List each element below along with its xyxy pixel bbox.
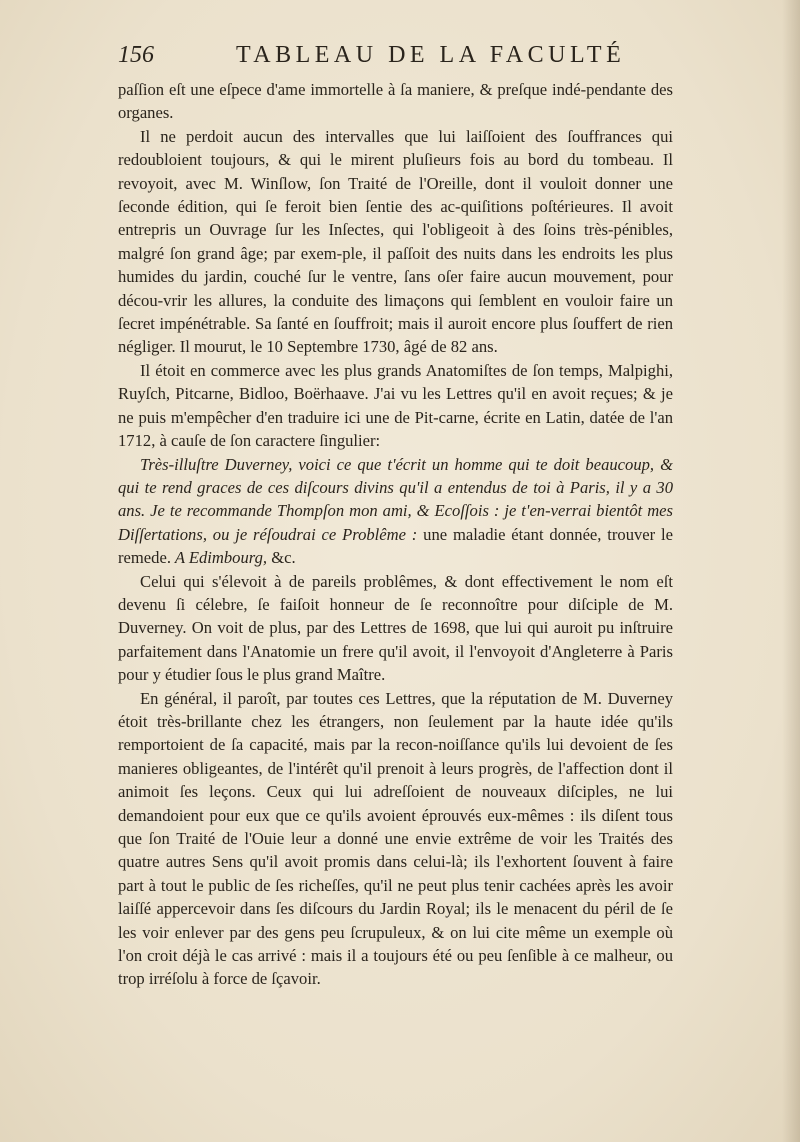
body-text	[118, 78, 673, 991]
paragraph-continuation: paſſion eſt une eſpece d'ame immortelle à ſa maniere, & preſque indé-pendante des organes.	[118, 80, 673, 123]
quote-etc: &c.	[271, 548, 296, 568]
quote-italic-text: Très-illuſtre Duverney, voici ce que t'écrit un homme qui te doit beaucoup, & qui te rend graces de ces diſcours divins qu'il a entendus de toi à Paris, il y a 30 ans. Je te recommande Thompſon mon ami, & Ecoſſois : je t'en-verrai bientôt mes Diſſertations, ou je réſoudrai ce Problême :	[118, 454, 673, 544]
paragraph-reputation: En général, il paroît, par toutes ces Lettres, que la réputation de M. Duverney étoit très-brillante chez les étrangers, non ſeulement par la haute idée qu'ils remportoient de ſa capacité, mais par la recon-noiſſance qu'ils lui devoient de ſes manieres obligeantes, de l'intérêt qu'il prenoit à leurs progrès, de l'affection dont il animoit ſes leçons. Ceux qui lui adreſſoient de nouveaux diſciples, ne lui demandoient pour eux que ce qu'ils avoient éprouvés eux-mêmes : ils diſent tous que ſon Traité de l'Ouie leur a donné une envie extrême de voir les Traités des quatre autres Sens qu'il avoit promis dans celui-là; ils l'exhortent ſouvent à faire part à tout le public de ſes richeſſes, qu'il ne peut plus tenir cachées après les avoir laiſſé appercevoir dans ſes diſcours du Jardin Royal; ils le menacent du péril de ſe les voir enlever par des gens peu ſcrupuleux, & on lui cite même un exemple où l'on croit déjà le cas arrivé : mais il a toujours été ou peu ſenſible à ce malheur, ou trop irréſolu à force de ſçavoir.	[118, 688, 673, 989]
page-number: 156	[118, 42, 154, 68]
paragraph-disciple: Celui qui s'élevoit à de pareils problêmes, & dont effectivement le nom eſt devenu ſi célebre, ſe faiſoit honneur de ſe reconnoître pour diſciple de M. Duverney. On voit de plus, par des Lettres de 1698, que lui qui auroit pu inſtruire parfaitement dans l'Anatomie un frere qu'il avoit, il l'envoyoit d'Angleterre à Paris pour y étudier ſous le plus grand Maître.	[118, 571, 673, 685]
quote-place: A Edimbourg,	[174, 548, 268, 568]
running-head: TABLEAU DE LA FACULTÉ	[236, 42, 626, 68]
paragraph-final-years: Il ne perdoit aucun des intervalles que lui laiſſoient des ſouffrances qui redoubloient toujours, & qui le mirent pluſieurs fois au bord du tombeau. Il revoyoit, avec M. Winſlow, ſon Traité de l'Oreille, dont il vouloit donner une ſeconde édition, qui ſe feroit bien ſentie des ac-quiſitions poſtérieures. Il avoit entrepris un Ouvrage ſur les Inſectes, qui l'obligeoit à des ſoins très-pénibles, malgré ſon grand âge; par exem-ple, il paſſoit des nuits dans les endroits les plus humides du jardin, couché ſur le ventre, ſans oſer faire aucun mouvement, pour décou-vrir les allures, la conduite des limaçons qui ſemblent en vouloir faire un ſecret impénétrable. Sa ſanté en ſouffroit; mais il auroit encore plus ſouffert de rien négliger. Il mourut, le 10 Septembre 1730, âgé de 82 ans.	[118, 126, 673, 357]
page-gutter-shadow	[782, 0, 800, 1142]
paragraph-correspondence: Il étoit en commerce avec les plus grands Anatomiſtes de ſon temps, Malpighi, Ruyſch, Pitcarne, Bidloo, Boërhaave. J'ai vu les Lettres qu'il en avoit reçues; & je ne puis m'empêcher d'en traduire ici une de Pit-carne, écrite en Latin, datée de l'an 1712, à cauſe de ſon caractere ſingulier:	[118, 360, 673, 451]
pitcarne-letter-quote	[118, 453, 673, 570]
page-header	[118, 42, 678, 76]
quote-roman-text: une maladie étant donnée, trouver le remede.	[118, 524, 673, 568]
